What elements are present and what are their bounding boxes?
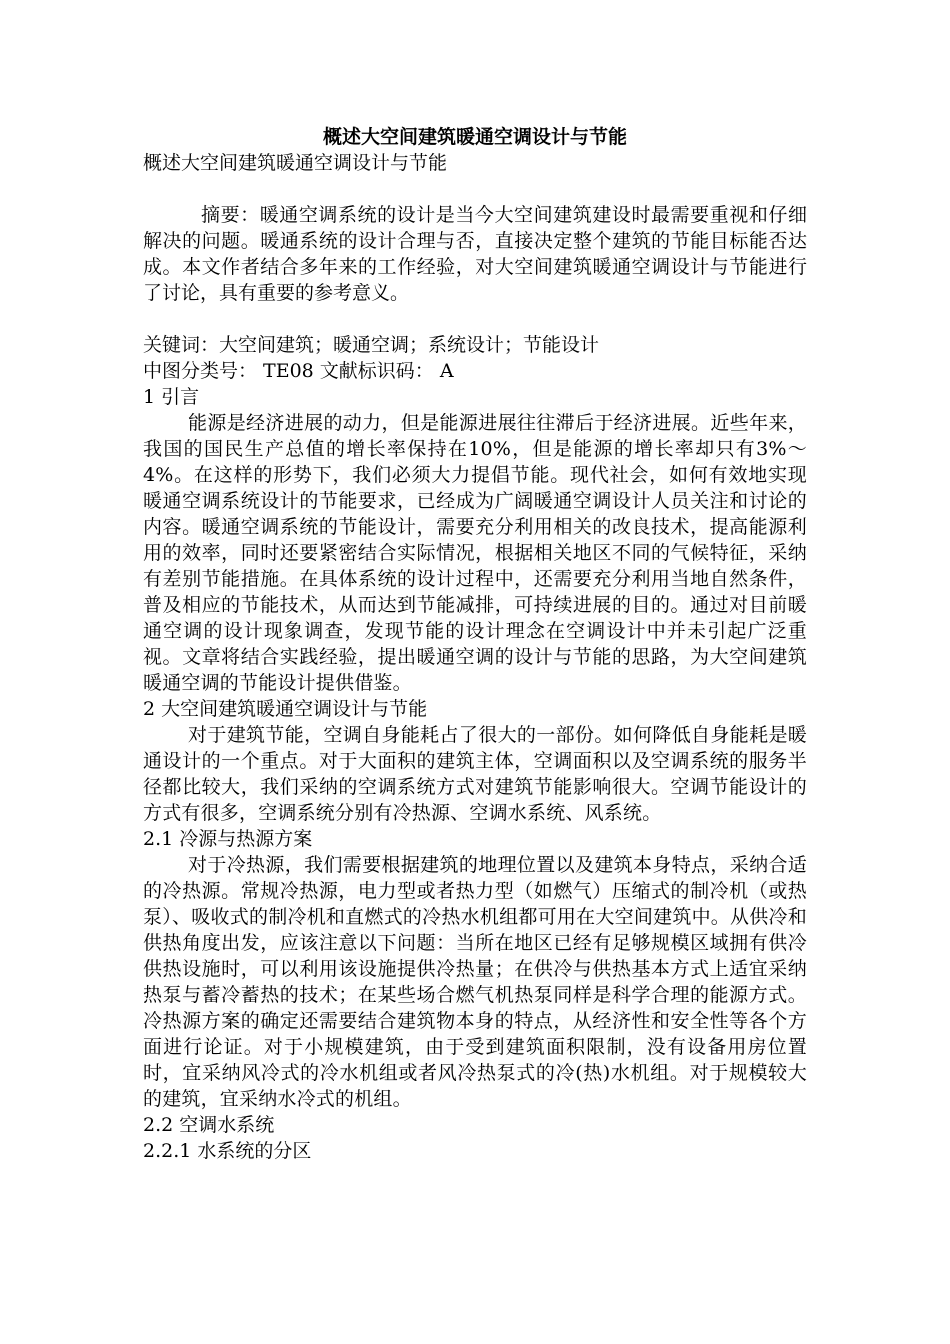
section-1-heading: 1 引言	[143, 386, 200, 408]
section-2-paragraph: 对于建筑节能，空调自身能耗占了很大的一部份。如何降低自身能耗是暖通设计的一个重点。对于大面积的建筑主体，空调面积以及空调系统的服务半径都比较大，我们采纳的空调系统方式对建筑节能影响很大。空调节能设计的方式有很多，空调系统分别有冷热源、空调水系统、风系统。	[143, 724, 807, 824]
section-2-heading: 2 大空间建筑暖通空调设计与节能	[143, 698, 428, 720]
document-title: 概述大空间建筑暖通空调设计与节能	[322, 126, 627, 148]
blank-line	[143, 176, 807, 202]
section-1-paragraph: 能源是经济进展的动力，但是能源进展往往滞后于经济进展。近些年来，我国的国民生产总值的增长率保持在10%，但是能源的增长率却只有3%～4%。在这样的形势下，我们必须大力提倡节能。现代社会，如何有效地实现暖通空调系统设计的节能要求，已经成为广阔暖通空调设计人员关注和讨论的内容。暖通空调系统的节能设计，需要充分利用相关的改良技术，提高能源利用的效率，同时还要紧密结合实际情况，根据相关地区不同的气候特征，采纳有差别节能措施。在具体系统的设计过程中，还需要充分利用当地自然条件，普及相应的节能技术，从而达到节能减排，可持续进展的目的。通过对目前暖通空调的设计现象调查，发现节能的设计理念在空调设计中并未引起广泛重视。文章将结合实践经验，提出暖通空调的设计与节能的思路，为大空间建筑暖通空调的节能设计提供借鉴。	[143, 412, 807, 694]
section-2-1-heading: 2.1 冷源与热源方案	[143, 828, 313, 850]
abstract-paragraph: 摘要：暖通空调系统的设计是当今大空间建筑建设时最需要重视和仔细解决的问题。暖通系统的设计合理与否，直接决定整个建筑的节能目标能否达成。本文作者结合多年来的工作经验，对大空间建筑暖通空调设计与节能进行了讨论，具有重要的参考意义。	[143, 204, 807, 304]
section-2-2-heading: 2.2 空调水系统	[143, 1114, 275, 1136]
document-body	[143, 150, 807, 1164]
document-subtitle: 概述大空间建筑暖通空调设计与节能	[143, 152, 448, 174]
section-2-2-1-heading: 2.2.1 水系统的分区	[143, 1140, 312, 1162]
keywords-line: 关键词：大空间建筑；暖通空调；系统设计；节能设计	[143, 334, 600, 356]
section-2-1-paragraph: 对于冷热源，我们需要根据建筑的地理位置以及建筑本身特点，采纳合适的冷热源。常规冷热源，电力型或者热力型（如燃气）压缩式的制冷机（或热泵）、吸收式的制冷机和直燃式的冷热水机组都可用在大空间建筑中。从供冷和供热角度出发，应该注意以下问题：当所在地区已经有足够规模区域拥有供冷供热设施时，可以利用该设施提供冷热量；在供冷与供热基本方式上适宜采纳热泵与蓄冷蓄热的技术；在某些场合燃气机热泵同样是科学合理的能源方式。冷热源方案的确定还需要结合建筑物本身的特点，从经济性和安全性等各个方面进行论证。对于小规模建筑，由于受到建筑面积限制，没有设备用房位置时，宜采纳风冷式的冷水机组或者风冷热泵式的冷(热)水机组。对于规模较大的建筑，宜采纳水冷式的机组。	[143, 854, 807, 1110]
classification-line: 中图分类号： TE08 文献标识码： A	[143, 360, 454, 382]
blank-line	[143, 306, 807, 332]
